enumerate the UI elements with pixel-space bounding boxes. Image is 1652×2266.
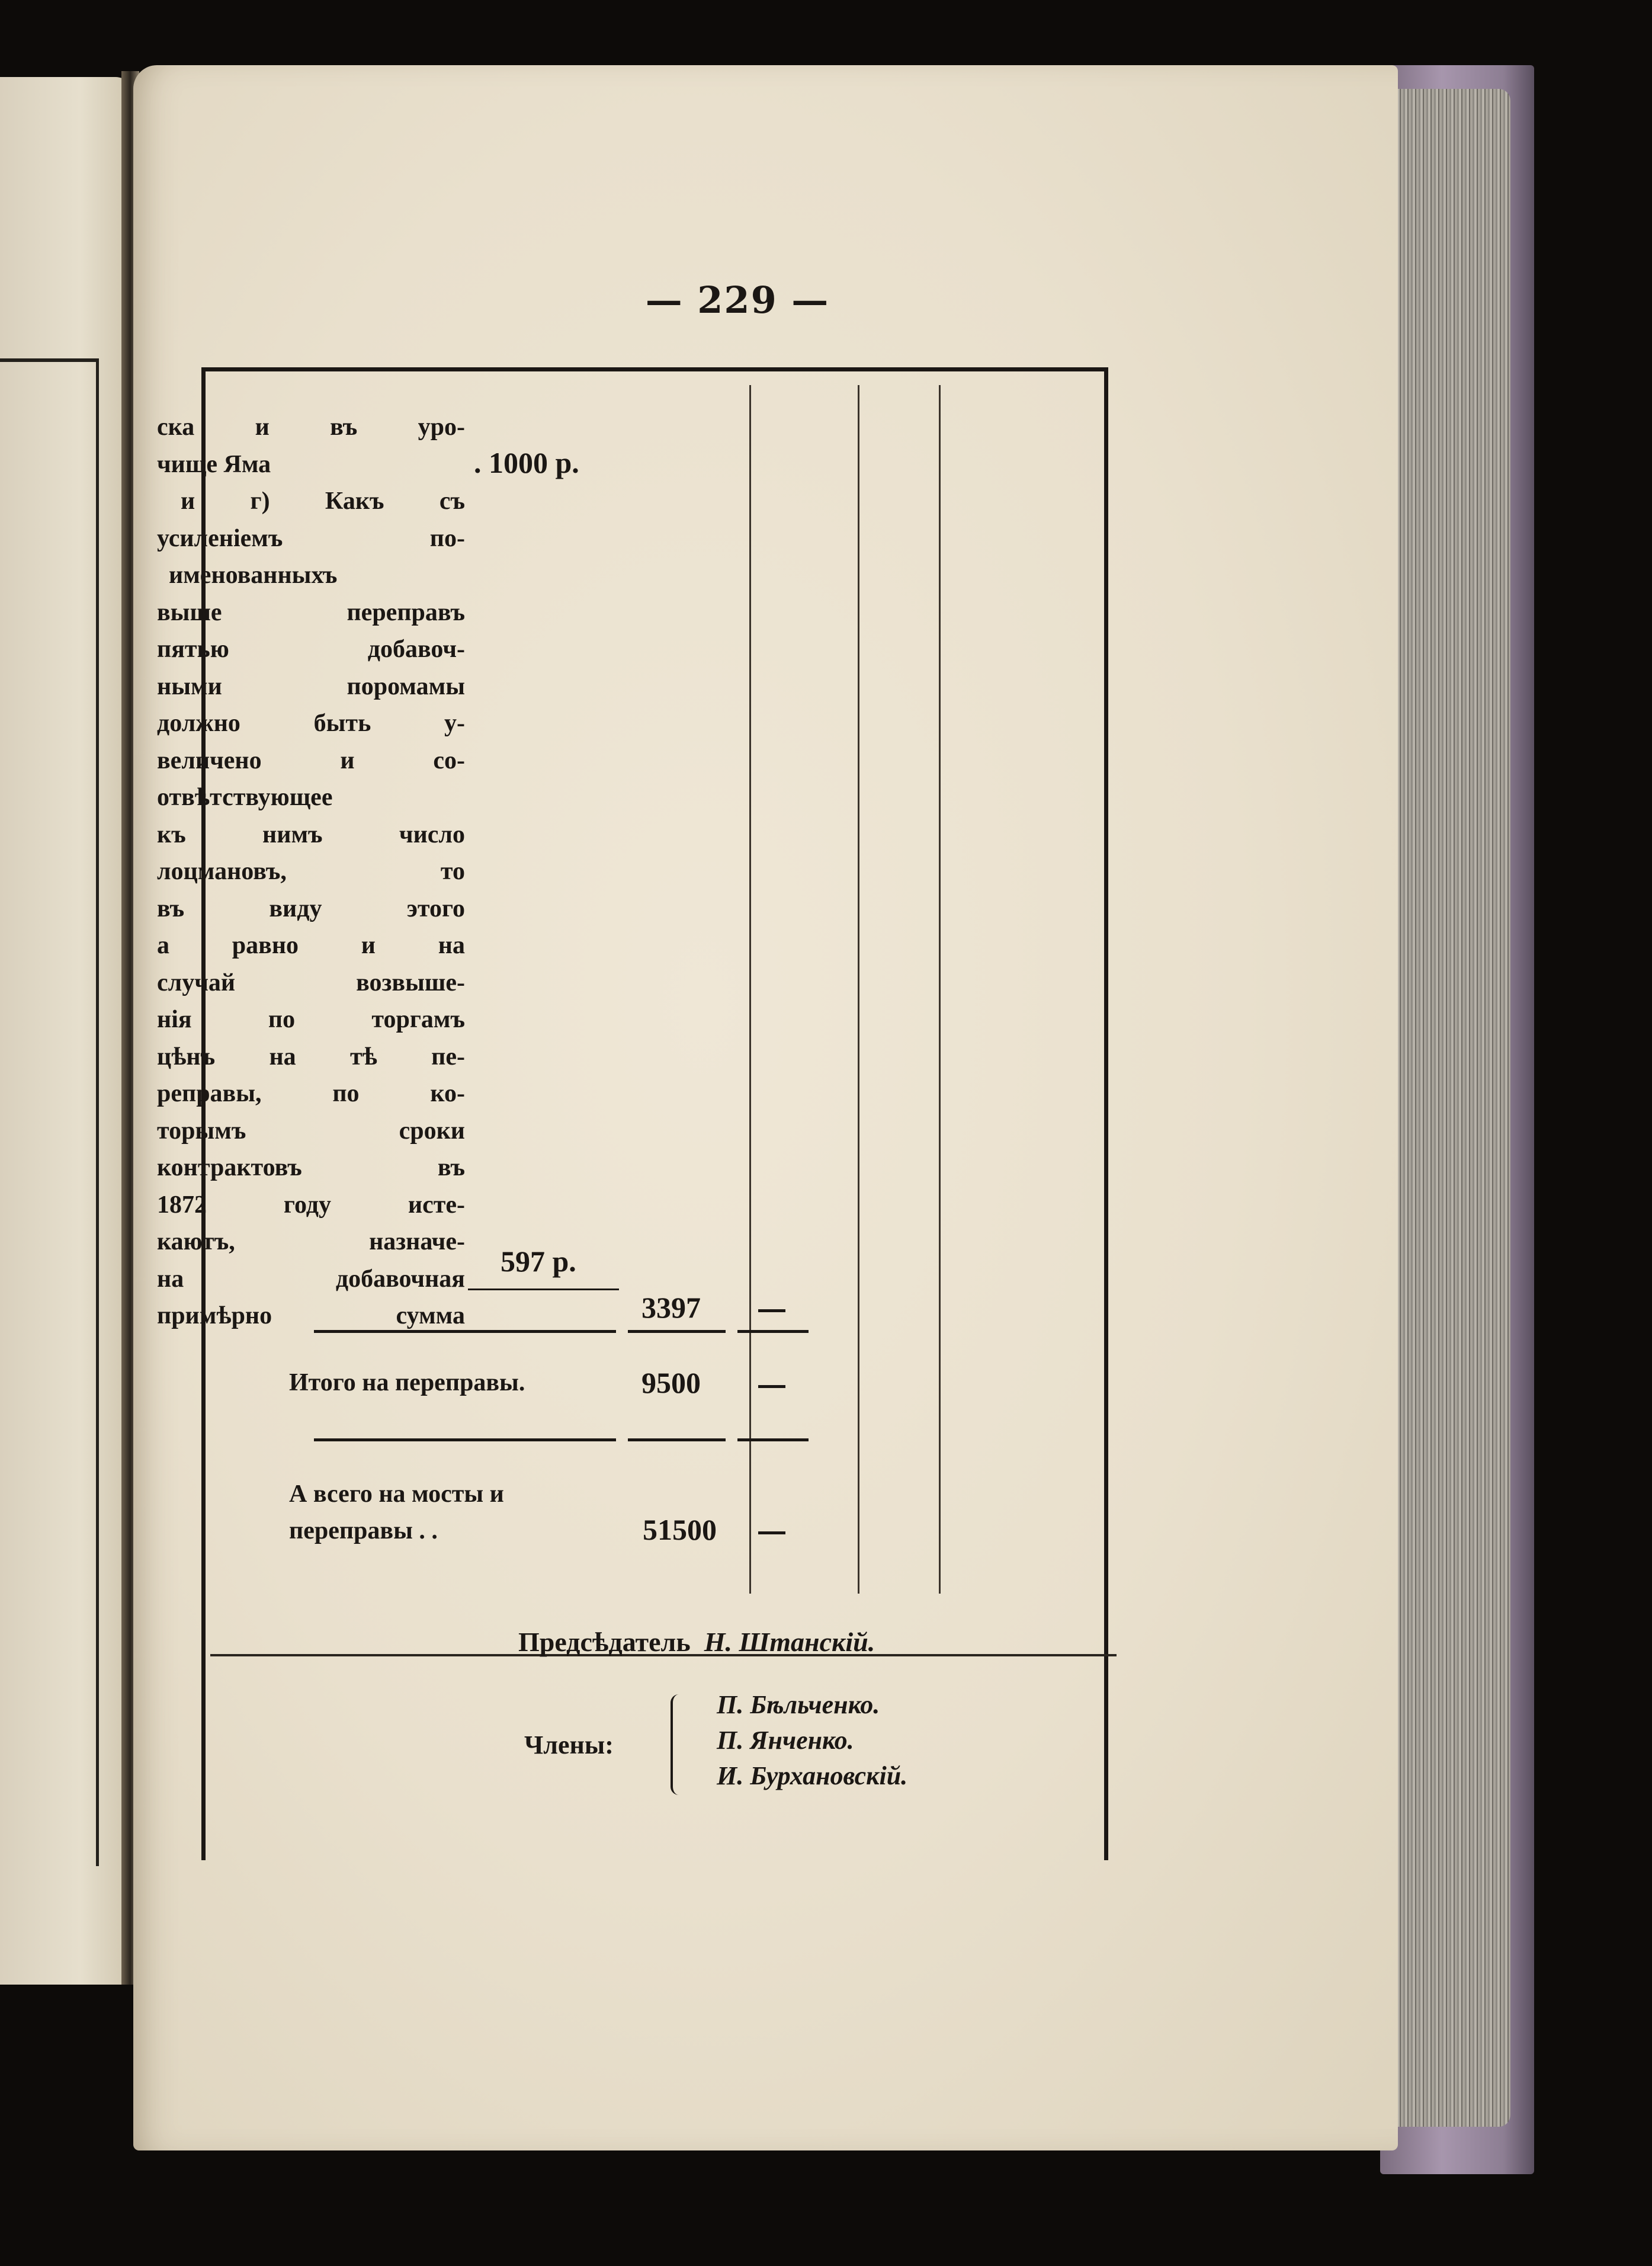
text-line: усиленіемъ по- (157, 524, 465, 552)
table-top-border (201, 367, 1108, 371)
subtotal-rule-left (314, 1330, 616, 1333)
column-divider (939, 385, 941, 1594)
left-page-column-rule (96, 361, 99, 1866)
subtotal-rule-mid (628, 1330, 726, 1333)
grand-total-value: 51500 (643, 1513, 717, 1546)
amount-additional: 597 р. (501, 1245, 576, 1278)
grand-total-label-line1: А всего на мосты и (289, 1480, 504, 1508)
crossings-total-dash (758, 1385, 785, 1388)
text-line: чище Яма (157, 450, 271, 478)
text-line: случай возвыше- (157, 969, 465, 996)
grand-total-dash (758, 1531, 785, 1534)
left-page-rule (0, 358, 99, 362)
subtotal-rule-right (737, 1330, 809, 1333)
text-line: примѣрно сумма (157, 1302, 465, 1329)
text-line: отвѣтствующее (157, 784, 333, 811)
text-line: на добавочная (157, 1265, 465, 1293)
text-line: въ виду этого (157, 895, 465, 922)
amount-yama: . 1000 р. (474, 446, 579, 479)
text-line: должно быть у- (157, 710, 465, 737)
text-line: выше переправъ (157, 598, 465, 626)
crossings-rule-mid (628, 1438, 726, 1441)
column-divider (858, 385, 859, 1594)
member-name: П. Бѣльченко. (717, 1690, 880, 1719)
text-line: торымъ сроки (157, 1117, 465, 1145)
chairman-name: Н. Штанскій. (704, 1627, 875, 1657)
text-line: реправы, по ко- (157, 1080, 465, 1107)
crossings-total-value: 9500 (641, 1366, 701, 1399)
crossings-rule-left (314, 1438, 616, 1441)
grand-total-label-line2: переправы . . (289, 1517, 438, 1544)
text-line: 1872 году исте- (157, 1191, 465, 1219)
text-line: нія по торгамъ (157, 1006, 465, 1033)
chairman-signature (518, 1626, 875, 1658)
page-edges (1380, 89, 1510, 2127)
text-line: цѣнъ на тѣ пе- (157, 1043, 465, 1070)
member-name: П. Янченко. (717, 1726, 854, 1755)
table-right-border (1104, 367, 1108, 1860)
column-divider (749, 385, 751, 1594)
page-number: — 229 — (645, 278, 830, 322)
subtotal-dash (758, 1309, 785, 1312)
text-line: контрактовъ въ (157, 1154, 465, 1181)
member-name: И. Бурхановскій. (717, 1761, 908, 1790)
text-line: а равно и на (157, 932, 465, 959)
text-line: ска и въ уро- (157, 414, 465, 441)
text-line: лоцмановъ, то (157, 858, 465, 885)
text-line: каютъ, назначе- (157, 1228, 465, 1255)
members-brace (671, 1694, 689, 1795)
entry-description (157, 409, 465, 1335)
subtotal-value: 3397 (641, 1291, 701, 1324)
text-line: и г) Какъ съ (181, 488, 465, 515)
left-page (0, 77, 133, 1985)
crossings-rule-right (737, 1438, 809, 1441)
crossings-total-label: Итого на переправы. (289, 1369, 525, 1396)
chairman-title: Предсѣдатель (518, 1627, 691, 1657)
text-line: величено и со- (157, 746, 465, 774)
text-line: къ нимъ число (157, 820, 465, 848)
amount-underline (468, 1289, 619, 1290)
text-line: ными поромамы (157, 672, 465, 700)
text-line: пятью добавоч- (157, 636, 465, 663)
members-list (717, 1687, 907, 1794)
text-line: именованныхъ (169, 562, 338, 589)
members-label: Члены: (524, 1730, 614, 1759)
